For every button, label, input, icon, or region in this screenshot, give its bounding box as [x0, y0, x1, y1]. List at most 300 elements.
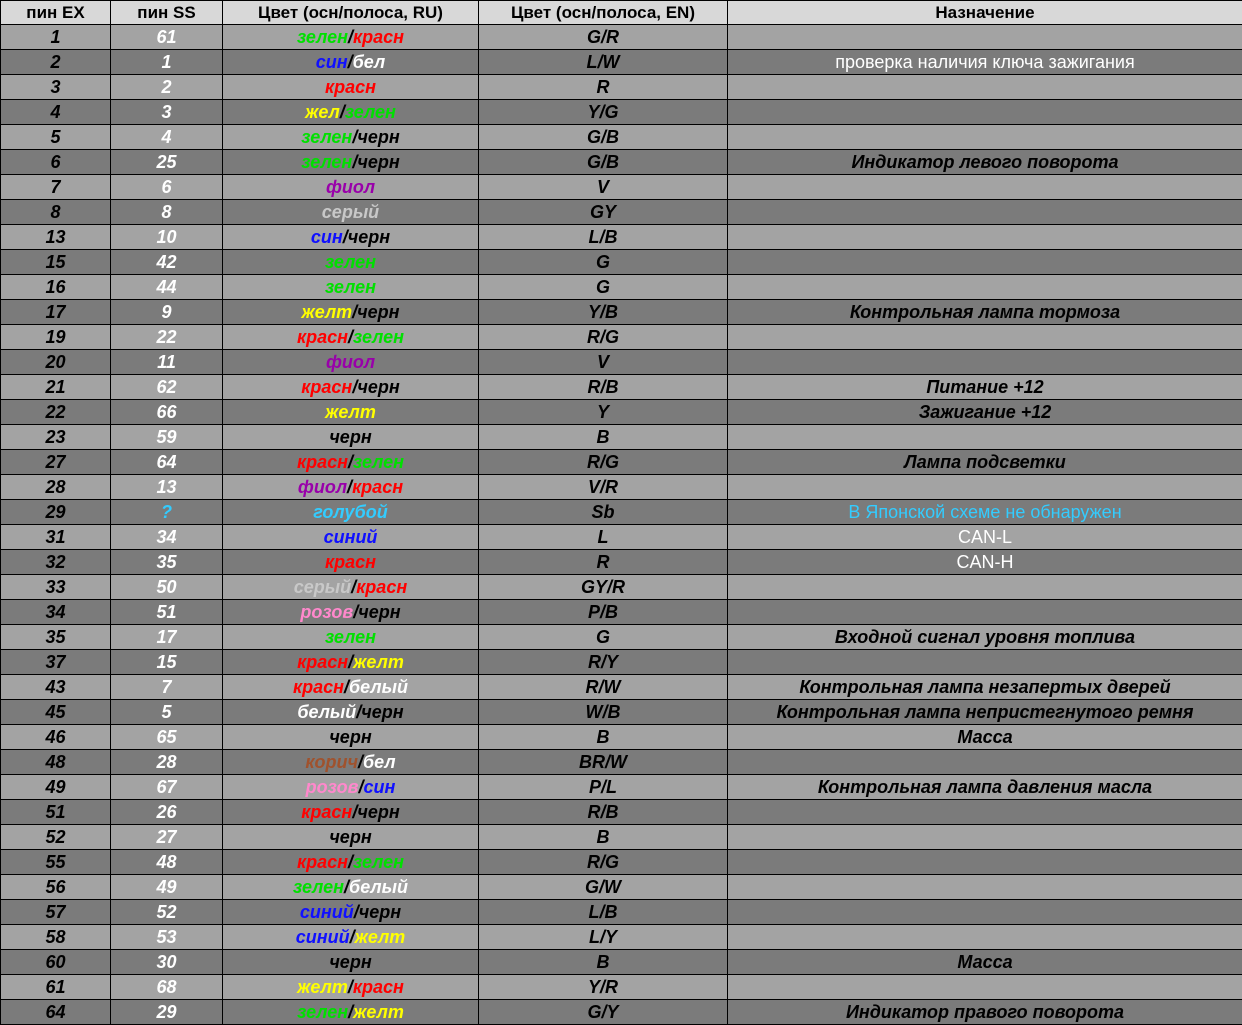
cell-pin-ss[interactable]: 67	[111, 775, 223, 800]
cell-color-ru[interactable]	[223, 600, 479, 625]
cell-purpose[interactable]	[728, 825, 1242, 850]
cell-color-en[interactable]: V/R	[479, 475, 728, 500]
cell-purpose[interactable]: Контрольная лампа тормоза	[728, 300, 1242, 325]
cell-color-en[interactable]: G/B	[479, 150, 728, 175]
cell-color-ru[interactable]	[223, 775, 479, 800]
cell-pin-ex[interactable]: 5	[1, 125, 111, 150]
color-separator: /	[340, 102, 345, 122]
cell-color-ru[interactable]	[223, 175, 479, 200]
cell-purpose[interactable]	[728, 750, 1242, 775]
cell-pin-ex[interactable]: 57	[1, 900, 111, 925]
color-name: зелен	[297, 27, 348, 47]
color-name: бел	[363, 752, 396, 772]
cell-pin-ex[interactable]: 7	[1, 175, 111, 200]
color-name: зелен	[345, 102, 396, 122]
table-row	[1, 450, 1242, 475]
cell-pin-ex[interactable]: 33	[1, 575, 111, 600]
table-row	[1, 500, 1242, 525]
table-row	[1, 825, 1242, 850]
cell-color-ru[interactable]	[223, 550, 479, 575]
cell-pin-ss[interactable]: 48	[111, 850, 223, 875]
cell-pin-ex[interactable]: 4	[1, 100, 111, 125]
cell-pin-ss[interactable]: 35	[111, 550, 223, 575]
cell-purpose[interactable]	[728, 125, 1242, 150]
cell-pin-ss[interactable]: 15	[111, 650, 223, 675]
cell-purpose[interactable]	[728, 350, 1242, 375]
cell-pin-ss[interactable]: 22	[111, 325, 223, 350]
table-row	[1, 700, 1242, 725]
color-name: голубой	[313, 502, 387, 522]
cell-pin-ss[interactable]: 1	[111, 50, 223, 75]
cell-pin-ss[interactable]: 10	[111, 225, 223, 250]
cell-pin-ss[interactable]: 52	[111, 900, 223, 925]
cell-pin-ex[interactable]: 19	[1, 325, 111, 350]
cell-purpose[interactable]: Индикатор левого поворота	[728, 150, 1242, 175]
color-separator: /	[358, 777, 363, 797]
cell-color-en[interactable]: L/B	[479, 900, 728, 925]
cell-pin-ex[interactable]: 31	[1, 525, 111, 550]
color-name: син	[316, 52, 348, 72]
color-name: красн	[297, 327, 348, 347]
cell-pin-ss[interactable]: 42	[111, 250, 223, 275]
cell-color-ru[interactable]	[223, 450, 479, 475]
cell-pin-ex[interactable]: 34	[1, 600, 111, 625]
cell-color-ru[interactable]	[223, 200, 479, 225]
cell-color-ru[interactable]	[223, 575, 479, 600]
cell-pin-ex[interactable]: 6	[1, 150, 111, 175]
cell-pin-ss[interactable]: 66	[111, 400, 223, 425]
color-separator: /	[350, 927, 355, 947]
color-name: черн	[357, 802, 399, 822]
cell-color-en[interactable]: B	[479, 825, 728, 850]
cell-pin-ex[interactable]: 21	[1, 375, 111, 400]
color-name: зелен	[297, 1002, 348, 1022]
cell-pin-ss[interactable]: 2	[111, 75, 223, 100]
cell-color-ru[interactable]	[223, 925, 479, 950]
cell-pin-ss[interactable]: 65	[111, 725, 223, 750]
color-name: черн	[357, 302, 399, 322]
table-row	[1, 325, 1242, 350]
color-name: зелен	[325, 627, 376, 647]
cell-purpose[interactable]	[728, 475, 1242, 500]
cell-purpose[interactable]	[728, 325, 1242, 350]
cell-pin-ex[interactable]: 32	[1, 550, 111, 575]
cell-purpose[interactable]	[728, 100, 1242, 125]
header-pin-ss[interactable]: пин SS	[111, 1, 223, 25]
cell-pin-ex[interactable]: 55	[1, 850, 111, 875]
color-name: желт	[325, 402, 376, 422]
header-purpose[interactable]: Назначение	[728, 1, 1242, 25]
cell-purpose[interactable]: Входной сигнал уровня топлива	[728, 625, 1242, 650]
cell-color-en[interactable]: P/B	[479, 600, 728, 625]
cell-purpose[interactable]	[728, 975, 1242, 1000]
color-name: красн	[325, 77, 376, 97]
color-separator: /	[356, 702, 361, 722]
cell-pin-ex[interactable]: 61	[1, 975, 111, 1000]
header-color-ru[interactable]: Цвет (осн/полоса, RU)	[223, 1, 479, 25]
cell-color-en[interactable]: V	[479, 175, 728, 200]
cell-pin-ex[interactable]: 48	[1, 750, 111, 775]
cell-color-ru[interactable]	[223, 300, 479, 325]
cell-color-en[interactable]: GY/R	[479, 575, 728, 600]
cell-purpose[interactable]	[728, 200, 1242, 225]
cell-color-en[interactable]: W/B	[479, 700, 728, 725]
cell-color-en[interactable]: L/W	[479, 50, 728, 75]
color-name: зелен	[325, 252, 376, 272]
cell-color-en[interactable]: V	[479, 350, 728, 375]
cell-color-ru[interactable]	[223, 700, 479, 725]
color-name: бел	[353, 52, 386, 72]
color-separator: /	[344, 677, 349, 697]
cell-pin-ex[interactable]: 46	[1, 725, 111, 750]
color-name: зелен	[325, 277, 376, 297]
cell-purpose[interactable]: Питание +12	[728, 375, 1242, 400]
cell-purpose[interactable]	[728, 250, 1242, 275]
cell-purpose[interactable]	[728, 650, 1242, 675]
cell-color-ru[interactable]	[223, 50, 479, 75]
cell-pin-ex[interactable]: 52	[1, 825, 111, 850]
cell-pin-ss[interactable]: 5	[111, 700, 223, 725]
cell-purpose[interactable]	[728, 875, 1242, 900]
table-row	[1, 625, 1242, 650]
table-row	[1, 225, 1242, 250]
cell-purpose[interactable]	[728, 25, 1242, 50]
cell-pin-ss[interactable]: 4	[111, 125, 223, 150]
cell-color-ru[interactable]	[223, 225, 479, 250]
color-name: синий	[300, 902, 354, 922]
cell-color-en[interactable]: R/B	[479, 800, 728, 825]
cell-color-ru[interactable]	[223, 425, 479, 450]
cell-pin-ex[interactable]: 28	[1, 475, 111, 500]
cell-pin-ss[interactable]: 68	[111, 975, 223, 1000]
table-row	[1, 75, 1242, 100]
cell-color-ru[interactable]	[223, 975, 479, 1000]
cell-color-ru[interactable]	[223, 100, 479, 125]
cell-pin-ss[interactable]: 34	[111, 525, 223, 550]
color-separator: /	[353, 602, 358, 622]
color-separator: /	[352, 152, 357, 172]
cell-purpose[interactable]	[728, 225, 1242, 250]
table-row	[1, 425, 1242, 450]
cell-purpose[interactable]	[728, 175, 1242, 200]
color-name: красн	[297, 652, 348, 672]
color-name: желт	[353, 1002, 404, 1022]
cell-purpose[interactable]	[728, 425, 1242, 450]
cell-pin-ss[interactable]: 53	[111, 925, 223, 950]
color-name: красн	[353, 977, 404, 997]
cell-color-en[interactable]: Y/B	[479, 300, 728, 325]
cell-purpose[interactable]	[728, 75, 1242, 100]
color-name: желт	[353, 652, 404, 672]
color-separator: /	[352, 802, 357, 822]
cell-pin-ex[interactable]: 35	[1, 625, 111, 650]
table-row	[1, 175, 1242, 200]
cell-pin-ss[interactable]: 26	[111, 800, 223, 825]
cell-color-ru[interactable]	[223, 850, 479, 875]
cell-purpose[interactable]: CAN-L	[728, 525, 1242, 550]
cell-pin-ss[interactable]: 44	[111, 275, 223, 300]
color-separator: /	[352, 127, 357, 147]
cell-color-en[interactable]: R/G	[479, 850, 728, 875]
cell-color-ru[interactable]	[223, 875, 479, 900]
cell-pin-ex[interactable]: 2	[1, 50, 111, 75]
table-row	[1, 350, 1242, 375]
cell-pin-ex[interactable]: 51	[1, 800, 111, 825]
cell-color-ru[interactable]	[223, 150, 479, 175]
color-separator: /	[347, 477, 352, 497]
cell-color-ru[interactable]	[223, 350, 479, 375]
cell-pin-ex[interactable]: 23	[1, 425, 111, 450]
cell-color-ru[interactable]	[223, 900, 479, 925]
cell-purpose[interactable]	[728, 600, 1242, 625]
color-separator: /	[348, 652, 353, 672]
color-name: красн	[352, 477, 403, 497]
color-name: корич	[305, 752, 358, 772]
cell-purpose[interactable]: CAN-H	[728, 550, 1242, 575]
table-row	[1, 900, 1242, 925]
cell-pin-ss[interactable]: 3	[111, 100, 223, 125]
color-name: черн	[329, 952, 371, 972]
cell-color-en[interactable]: BR/W	[479, 750, 728, 775]
cell-color-en[interactable]: L	[479, 525, 728, 550]
cell-pin-ss[interactable]: 9	[111, 300, 223, 325]
cell-color-ru[interactable]	[223, 725, 479, 750]
color-name: розов	[306, 777, 359, 797]
cell-color-ru[interactable]	[223, 675, 479, 700]
cell-purpose[interactable]: проверка наличия ключа зажигания	[728, 50, 1242, 75]
cell-color-ru[interactable]	[223, 275, 479, 300]
header-color-en[interactable]: Цвет (осн/полоса, EN)	[479, 1, 728, 25]
table-row	[1, 800, 1242, 825]
color-name: черн	[357, 127, 399, 147]
cell-pin-ss[interactable]: 6	[111, 175, 223, 200]
cell-color-ru[interactable]	[223, 500, 479, 525]
cell-pin-ex[interactable]: 13	[1, 225, 111, 250]
color-name: син	[311, 227, 343, 247]
color-name: красн	[301, 377, 352, 397]
cell-color-ru[interactable]	[223, 325, 479, 350]
cell-color-ru[interactable]	[223, 800, 479, 825]
cell-pin-ss[interactable]: 27	[111, 825, 223, 850]
color-name: черн	[361, 702, 403, 722]
cell-pin-ss[interactable]: 30	[111, 950, 223, 975]
cell-color-ru[interactable]	[223, 525, 479, 550]
cell-purpose[interactable]	[728, 900, 1242, 925]
cell-purpose[interactable]	[728, 925, 1242, 950]
table-row	[1, 950, 1242, 975]
cell-color-en[interactable]: Sb	[479, 500, 728, 525]
cell-pin-ex[interactable]: 56	[1, 875, 111, 900]
color-name: фиол	[326, 352, 375, 372]
cell-pin-ex[interactable]: 43	[1, 675, 111, 700]
color-separator: /	[344, 877, 349, 897]
cell-color-en[interactable]: L/B	[479, 225, 728, 250]
cell-pin-ex[interactable]: 60	[1, 950, 111, 975]
cell-color-ru[interactable]	[223, 750, 479, 775]
cell-pin-ss[interactable]: 17	[111, 625, 223, 650]
cell-purpose[interactable]	[728, 575, 1242, 600]
table-row	[1, 925, 1242, 950]
color-name: черн	[348, 227, 390, 247]
table-row	[1, 525, 1242, 550]
cell-pin-ss[interactable]: 28	[111, 750, 223, 775]
table-row	[1, 550, 1242, 575]
cell-purpose[interactable]: Зажигание +12	[728, 400, 1242, 425]
table-row	[1, 150, 1242, 175]
cell-pin-ss[interactable]: 8	[111, 200, 223, 225]
color-name: синий	[296, 927, 350, 947]
cell-pin-ss[interactable]: 7	[111, 675, 223, 700]
cell-color-en[interactable]: Y	[479, 400, 728, 425]
cell-color-en[interactable]: R/Y	[479, 650, 728, 675]
cell-pin-ex[interactable]: 15	[1, 250, 111, 275]
color-separator: /	[352, 302, 357, 322]
cell-color-en[interactable]: GY	[479, 200, 728, 225]
cell-color-en[interactable]: G/Y	[479, 1000, 728, 1025]
cell-pin-ex[interactable]: 22	[1, 400, 111, 425]
table-row	[1, 600, 1242, 625]
cell-pin-ex[interactable]: 58	[1, 925, 111, 950]
cell-pin-ex[interactable]: 64	[1, 1000, 111, 1025]
cell-purpose[interactable]	[728, 275, 1242, 300]
cell-color-ru[interactable]	[223, 250, 479, 275]
cell-color-en[interactable]: R/W	[479, 675, 728, 700]
cell-color-ru[interactable]	[223, 375, 479, 400]
table-row	[1, 300, 1242, 325]
cell-color-en[interactable]: G	[479, 250, 728, 275]
cell-color-en[interactable]: G	[479, 275, 728, 300]
cell-pin-ss[interactable]: 25	[111, 150, 223, 175]
color-name: фиол	[326, 177, 375, 197]
cell-purpose[interactable]: Индикатор правого поворота	[728, 1000, 1242, 1025]
cell-color-ru[interactable]	[223, 950, 479, 975]
cell-pin-ss[interactable]: 64	[111, 450, 223, 475]
cell-color-en[interactable]: G/B	[479, 125, 728, 150]
color-name: красн	[297, 452, 348, 472]
cell-pin-ss[interactable]: 62	[111, 375, 223, 400]
table-row	[1, 750, 1242, 775]
table-row	[1, 650, 1242, 675]
color-name: зелен	[353, 327, 404, 347]
cell-pin-ex[interactable]: 1	[1, 25, 111, 50]
cell-color-ru[interactable]	[223, 625, 479, 650]
cell-color-en[interactable]: L/Y	[479, 925, 728, 950]
cell-color-en[interactable]: B	[479, 425, 728, 450]
cell-purpose[interactable]: Контрольная лампа незапертых дверей	[728, 675, 1242, 700]
cell-pin-ex[interactable]: 45	[1, 700, 111, 725]
cell-color-ru[interactable]	[223, 650, 479, 675]
color-name: зелен	[293, 877, 344, 897]
cell-pin-ss[interactable]: 11	[111, 350, 223, 375]
table-row	[1, 125, 1242, 150]
cell-pin-ex[interactable]: 49	[1, 775, 111, 800]
cell-color-ru[interactable]	[223, 25, 479, 50]
color-name: жел	[305, 102, 340, 122]
cell-purpose[interactable]: В Японской схеме не обнаружен	[728, 500, 1242, 525]
table-row	[1, 275, 1242, 300]
cell-color-ru[interactable]	[223, 75, 479, 100]
cell-pin-ss[interactable]: 59	[111, 425, 223, 450]
color-separator: /	[348, 327, 353, 347]
cell-purpose[interactable]: Контрольная лампа непристегнутого ремня	[728, 700, 1242, 725]
color-name: белый	[349, 877, 408, 897]
cell-pin-ss[interactable]: 61	[111, 25, 223, 50]
cell-pin-ex[interactable]: 20	[1, 350, 111, 375]
table-row	[1, 725, 1242, 750]
table-row	[1, 400, 1242, 425]
cell-color-ru[interactable]	[223, 125, 479, 150]
color-name: черн	[329, 427, 371, 447]
color-name: красн	[301, 802, 352, 822]
table-row	[1, 975, 1242, 1000]
table-body	[1, 25, 1242, 1025]
color-name: красн	[353, 27, 404, 47]
cell-color-en[interactable]: Y/G	[479, 100, 728, 125]
header-pin-ex[interactable]: пин EX	[1, 1, 111, 25]
cell-color-en[interactable]: R	[479, 75, 728, 100]
cell-color-ru[interactable]	[223, 475, 479, 500]
cell-color-en[interactable]: G/R	[479, 25, 728, 50]
cell-pin-ss[interactable]: 49	[111, 875, 223, 900]
table-row	[1, 850, 1242, 875]
cell-color-en[interactable]: R	[479, 550, 728, 575]
cell-purpose[interactable]: Масса	[728, 725, 1242, 750]
cell-color-en[interactable]: B	[479, 725, 728, 750]
cell-color-ru[interactable]	[223, 400, 479, 425]
cell-color-en[interactable]: P/L	[479, 775, 728, 800]
color-name: розов	[300, 602, 353, 622]
cell-pin-ex[interactable]: 17	[1, 300, 111, 325]
cell-color-en[interactable]: R/G	[479, 325, 728, 350]
cell-pin-ss[interactable]: 13	[111, 475, 223, 500]
cell-purpose[interactable]	[728, 800, 1242, 825]
cell-purpose[interactable]: Контрольная лампа давления масла	[728, 775, 1242, 800]
color-name: фиол	[298, 477, 347, 497]
cell-pin-ex[interactable]: 27	[1, 450, 111, 475]
cell-color-en[interactable]: G	[479, 625, 728, 650]
color-separator: /	[348, 1002, 353, 1022]
cell-pin-ex[interactable]: 16	[1, 275, 111, 300]
cell-pin-ss[interactable]: 29	[111, 1000, 223, 1025]
color-name: зелен	[301, 127, 352, 147]
cell-purpose[interactable]	[728, 850, 1242, 875]
cell-purpose[interactable]: Лампа подсветки	[728, 450, 1242, 475]
cell-pin-ex[interactable]: 29	[1, 500, 111, 525]
color-name: черн	[329, 727, 371, 747]
cell-color-en[interactable]: Y/R	[479, 975, 728, 1000]
color-name: зелен	[353, 852, 404, 872]
cell-color-en[interactable]: G/W	[479, 875, 728, 900]
cell-color-ru[interactable]	[223, 825, 479, 850]
color-name: черн	[357, 377, 399, 397]
cell-color-ru[interactable]	[223, 1000, 479, 1025]
table-row	[1, 575, 1242, 600]
cell-purpose[interactable]: Масса	[728, 950, 1242, 975]
cell-pin-ex[interactable]: 3	[1, 75, 111, 100]
color-separator: /	[348, 27, 353, 47]
color-name: черн	[357, 152, 399, 172]
cell-color-en[interactable]: R/G	[479, 450, 728, 475]
cell-pin-ss[interactable]: 50	[111, 575, 223, 600]
cell-color-en[interactable]: B	[479, 950, 728, 975]
cell-color-en[interactable]: R/B	[479, 375, 728, 400]
cell-pin-ss[interactable]: 51	[111, 600, 223, 625]
color-separator: /	[348, 852, 353, 872]
cell-pin-ex[interactable]: 37	[1, 650, 111, 675]
color-name: красн	[297, 852, 348, 872]
cell-pin-ss[interactable]: ?	[111, 500, 223, 525]
cell-pin-ex[interactable]: 8	[1, 200, 111, 225]
